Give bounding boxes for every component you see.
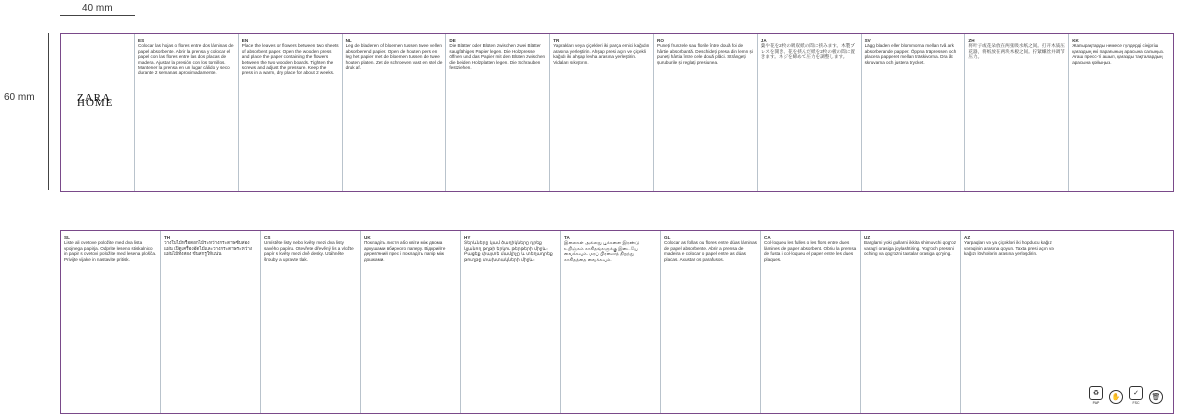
bin-icon-glyph: 🗑 <box>1149 390 1163 404</box>
instruction-text: Colocar as follas ou flores entre dúas láminas de papel absorbente. Abrir a prensa de madeira e colocar o papel entre as dúas placas. Axustar os parafusos. <box>664 240 757 262</box>
instruction-text: Barglarni yoki gullarni ikkita shimuvchi qog'oz varag'i orasiga joylashtiring. Yog'och pressni oching va qog'ozni taxtalar orasiga qo'ying. <box>864 240 957 257</box>
symbols-row <box>1089 386 1163 405</box>
language-code: EN <box>241 38 249 43</box>
instruction-text: Liste ali cvetove položite med dva lista vpojnega papirja. Odprite leseno stiskalnico in papir s cvetovi položite med lesena plošča. Privijte vijake in nastavite pritisk. <box>64 240 157 262</box>
language-code: DE <box>449 38 456 43</box>
language-panel-hy <box>461 231 561 413</box>
height-dimension-label: 60 mm <box>4 92 35 103</box>
instruction-text: Տերևները կամ ծաղիկները դրեք կլանող թղթի երկու թերթերի միջև։ Բացեք փայտե մամլիչը և տեղադրեք թուղթը տախտակների միջև։ <box>464 240 553 262</box>
language-panel-zh <box>965 34 1069 191</box>
language-panel-kk <box>1069 34 1173 191</box>
language-panel-tr <box>550 34 654 191</box>
language-code: TA <box>564 235 570 240</box>
instruction-text: Place the leaves or flowers between two sheets of absorbent paper. Open the wooden press and place the paper containing the flowers between the two wooden boards. Tighten the screws and adjust the pressure. Keep the press in a warm, dry place for about 2 weeks. <box>241 43 339 76</box>
language-code: UZ <box>864 235 871 240</box>
bin-icon <box>1149 390 1163 405</box>
instruction-strip-top <box>60 33 1174 192</box>
instruction-text: Yarpaqları və ya çiçəkləri iki hopducu kağız vərəqinin arasına qoyun. Taxta presi açın və kağızı lövhələrin arasına yerləşdirin. <box>964 240 1054 257</box>
instruction-text: இலைகள் அல்லது பூக்களை இரண்டு உறிஞ்சும் காகிதங்களுக்கு இடையே வைக்கவும். மரப் பிரஸைத் திறந்து காகிதத்தை வைக்கவும். <box>564 240 640 262</box>
fsc-icon-glyph: ✓ <box>1129 386 1143 400</box>
instruction-text: Yaprakları veya çiçekleri iki parça emici kağıdın arasına yerleştirin. Ahşap presi açın ve çiçekli kağıdı iki ahşap levha arasına yerleştirin. Vidaları sıkıştırın. <box>553 43 650 65</box>
language-panel-th <box>161 231 261 413</box>
language-code: AZ <box>964 235 971 240</box>
width-dimension-line <box>60 15 135 16</box>
hand-icon-glyph: ✋ <box>1109 390 1123 404</box>
instruction-text: Col·loqueu les fulles o les flors entre dues làmines de paper absorbent. Obriu la premsa de fusta i col·loqueu el paper entre les dues plaques. <box>764 240 857 262</box>
recycle-icon-caption: PAP <box>1092 401 1100 405</box>
instruction-text: Umístěte listy nebo květy mezi dva listy savého papíru. Otevřete dřevěný lis a vložte papír s květy mezi dvě desky. Utáhněte šrouby a upravte tlak. <box>264 240 354 262</box>
brand-panel <box>61 34 135 191</box>
language-code: CS <box>264 235 271 240</box>
language-panel-uk <box>361 231 461 413</box>
instruction-text: Colocar las hojas o flores entre dos láminas de papel absorbente. Abrir la prensa y colocar el papel con las flores entre las dos placas de madera. Ajustar la presión con los tornillos. Mantener la prensa en un lugar cálido y seco durante 2 semanas aproximadamente. <box>138 43 234 76</box>
language-panel-es <box>135 34 239 191</box>
height-dimension-line <box>48 33 49 190</box>
language-panel-ta <box>561 231 661 413</box>
language-code: ZH <box>968 38 975 43</box>
instruction-text: 将叶子或花朵放在两张吸水纸之间。打开木质压花器，将纸放在两块木板之间。拧紧螺丝并调节压力。 <box>968 43 1065 60</box>
brand-logo: ZARA HOME <box>77 92 114 110</box>
hand-icon <box>1109 390 1123 405</box>
language-code: SL <box>64 235 70 240</box>
language-panel-ro <box>654 34 758 191</box>
language-code: UK <box>364 235 371 240</box>
language-code: JA <box>760 38 767 43</box>
instruction-text: Покладіть листя або квіти між двома аркушами вбирного паперу. Відкрийте дерев'яний прес і покладіть папір між дошками. <box>364 240 446 262</box>
language-panel-de <box>446 34 550 191</box>
language-panel-uz <box>861 231 961 413</box>
instruction-text: Lägg bladen eller blommorna mellan två ark absorberande papper. Öppna träpressen och placera papperet mellan träskivorna. Dra åt skruvarna och justera trycket. <box>864 43 957 65</box>
language-code: RO <box>657 38 664 43</box>
language-panel-nl <box>343 34 447 191</box>
language-panel-sv <box>862 34 966 191</box>
language-code: TR <box>553 38 560 43</box>
instruction-text: Die Blätter oder Blüten zwischen zwei Blätter saugfähiges Papier legen. Die Holzpresse öffnen und das Papier mit den Blüten zwischen die beiden Holzplatten legen. Die Schrauben festziehen. <box>449 43 546 71</box>
instruction-strip-bottom <box>60 230 1174 414</box>
language-panel-az <box>961 231 1061 413</box>
recycle-icon <box>1089 386 1103 405</box>
language-panel-gl <box>661 231 761 413</box>
language-code: HY <box>464 235 471 240</box>
language-panel-ja <box>758 34 862 191</box>
language-code: KK <box>1072 38 1079 43</box>
fsc-icon <box>1129 386 1143 405</box>
width-dimension-label: 40 mm <box>82 3 113 14</box>
language-code: GL <box>664 235 671 240</box>
language-code: SV <box>864 38 871 43</box>
language-panel-en <box>239 34 343 191</box>
instruction-text: Puneți frunzele sau florile între două foi de hârtie absorbantă. Deschideți presa din lemn și puneți hârtia între cele două plăci. Strângeți șuruburile și reglați presiunea. <box>657 43 753 65</box>
language-code: NL <box>345 38 352 43</box>
language-code: CA <box>764 235 771 240</box>
fsc-icon-caption: FSC <box>1132 401 1140 405</box>
instruction-text: Leg de bladeren of bloemen tussen twee vellen absorberend papier. Open de houten pers en leg het papier met de bloemen tussen de twee houten platen. Zet de schroeven vast en stel de druk af. <box>345 43 443 71</box>
instruction-text: 葉や花を2枚の吸収紙の間に挟みます。木製プレスを開き、花を挟んだ紙を2枚の板の間に置きます。ネジを締めて圧力を調整します。 <box>760 43 855 60</box>
language-code: TH <box>164 235 171 240</box>
language-panel-ca <box>761 231 861 413</box>
language-panel-cs <box>261 231 361 413</box>
instruction-text: วางใบไม้หรือดอกไม้ระหว่างกระดาษซับสองแผ่น เปิดเครื่องอัดไม้และวางกระดาษระหว่างแผ่นไม้ทั้งสอง ขันสกรูให้แน่น <box>164 240 253 257</box>
instruction-text: Жапырақтарды немесе гүлдерді сіңіргіш қағаздың екі парағының арасына салыңыз. Ағаш пресс-ті ашып, қағазды тақталардың арасына қойыңыз. <box>1072 43 1165 65</box>
language-panel-sl <box>61 231 161 413</box>
recycle-icon-glyph: ♻ <box>1089 386 1103 400</box>
language-code: ES <box>138 38 145 43</box>
